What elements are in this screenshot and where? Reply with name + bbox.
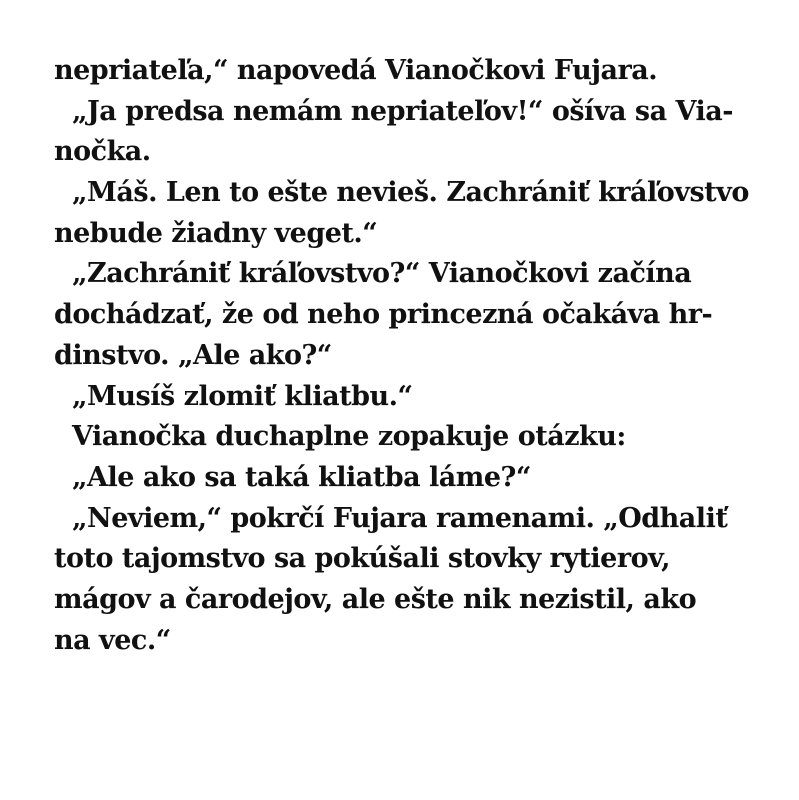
text-line: „Máš. Len to ešte nevieš. Zachrániť kráľovstvo [72,177,749,209]
text-line: nebude žiadny veget.“ [54,217,378,249]
text-line: dinstvo. „Ale ako?“ [54,339,332,371]
story-text [54,51,774,661]
text-line: toto tajomstvo sa pokúšali stovky rytierov, [54,543,670,575]
text-line: na vec.“ [54,624,171,656]
text-line: nepriateľa,“ napovedá Vianočkovi Fujara. [54,55,658,86]
text-line: nočka. [54,136,151,168]
text-line: mágov a čarodejov, ale ešte nik nezistil, ako [54,583,697,615]
text-line: „Neviem,“ pokrčí Fujara ramenami. „Odhaliť [72,502,728,534]
text-line: „Zachrániť kráľovstvo?“ Vianočkovi začína [72,258,692,290]
text-line: dochádzať, že od neho princezná očakáva hr- [54,299,713,331]
text-line: „Musíš zlomiť kliatbu.“ [72,380,413,412]
text-line: „Ja predsa nemám nepriateľov!“ ošíva sa Via- [72,95,733,127]
text-line: Vianočka duchaplne zopakuje otázku: [72,421,626,453]
text-line: „Ale ako sa taká kliatba láme?“ [72,461,531,493]
